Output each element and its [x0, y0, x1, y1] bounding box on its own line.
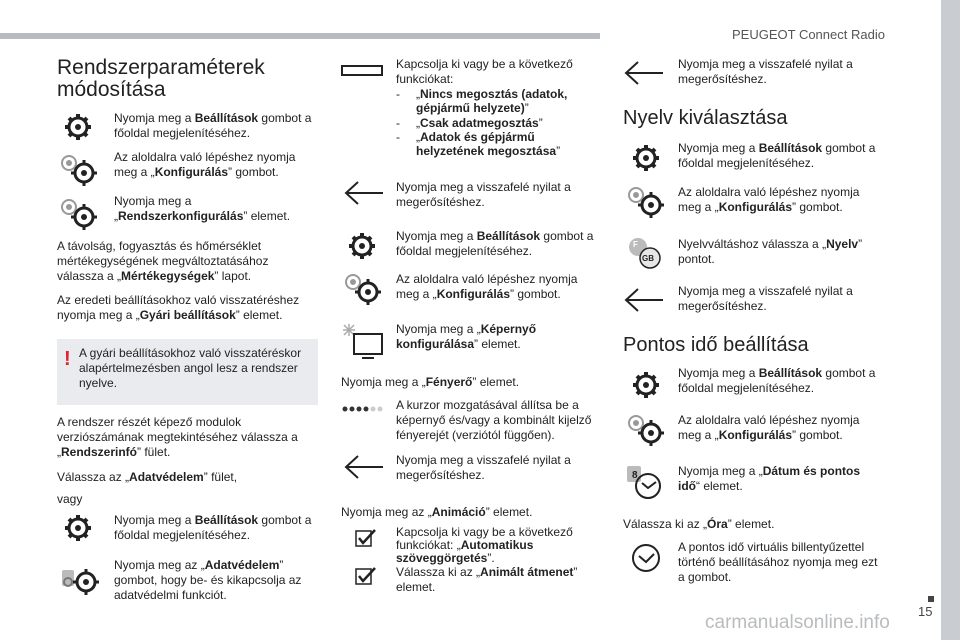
paragraph-units: A távolság, fogyasztás és hőmérséklet mértékegységének megváltoztatásához válassza a „Mértékegységek” lapot. [57, 239, 269, 283]
step-settings-col3: Nyomja meg a Beállítások gombot a főoldal megjelenítéséhez. [678, 141, 876, 170]
paragraph-factory: Az eredeti beállításokhoz való visszatéréshez nyomja meg a „Gyári beállítások” elemet. [57, 293, 300, 322]
top-rule [0, 33, 600, 39]
section-title-system-params: Rendszerparaméterek módosítása [57, 56, 265, 101]
back-arrow-icon [623, 60, 665, 86]
paragraph-animation: Nyomja meg az „Animáció” elemet. [341, 505, 533, 519]
clock-badge: 8 [632, 470, 638, 481]
settings-gear-icon [630, 142, 662, 174]
back-arrow-icon [343, 180, 385, 206]
step-privacy: Nyomja meg az „Adatvédelem” gombot, hogy be- és kikapcsolja az adatvédelmi funkciót. [114, 558, 302, 602]
checkbox-checked-icon [355, 566, 377, 586]
warning-note-text: A gyári beállításokhoz való visszatéréskor alapértelmezésben angol lesz a rendszer nyelve. [79, 346, 302, 390]
configuration-gears-icon [623, 182, 669, 222]
side-strip [941, 0, 960, 640]
page-number: 15 [918, 604, 933, 619]
privacy-icon [58, 560, 102, 600]
date-time-icon [624, 462, 666, 502]
step-date-time: Nyomja meg a „Dátum és pontos idő“ elemet. [678, 464, 861, 493]
settings-gear-icon [630, 369, 662, 401]
sharing-option-3: - „Adatok és gépjármű helyzetének megosztása” [396, 130, 561, 158]
system-configuration-icon [56, 194, 102, 234]
step-configuration-col3-2: Az aloldalra való lépéshez nyomja meg a „Konfigurálás” gombot. [678, 413, 860, 442]
step-auto-scroll: Kapcsolja ki vagy be a következő funkciókat: „Automatikus szöveggörgetés”. [396, 525, 573, 565]
settings-gear-icon [346, 230, 378, 262]
step-system-configuration: Nyomja meg a „Rendszerkonfigurálás” elemet. [114, 194, 291, 223]
paragraph-system-info: A rendszer részét képező modulok verziószámának megtekintéséhez válassza a „Rendszerinfó” fület. [57, 415, 298, 459]
step-screen-config: Nyomja meg a „Képernyő konfigurálása” elemet. [396, 322, 537, 351]
step-language: Nyelvváltáshoz válassza a „Nyelv” pontot. [678, 237, 863, 266]
step-settings-col2: Nyomja meg a Beállítások gombot a főoldal megjelenítéséhez. [396, 229, 594, 258]
step-animated-transition: Válassza ki az „Animált átmenet” elemet. [396, 565, 578, 594]
step-back-confirm-3: Nyomja meg a visszafelé nyilat a megerősítéshez. [678, 57, 853, 86]
sharing-option-2: - „Csak adatmegosztás” [396, 116, 543, 130]
configuration-gears-icon [623, 410, 669, 450]
step-settings-2: Nyomja meg a Beállítások gombot a főoldal megjelenítéséhez. [114, 513, 312, 542]
step-configuration-col2: Az aloldalra való lépéshez nyomja meg a „Konfigurálás” gombot. [396, 272, 578, 301]
section-title-time: Pontos idő beállítása [623, 334, 809, 356]
step-settings-col3-2: Nyomja meg a Beállítások gombot a főoldal megjelenítéséhez. [678, 366, 876, 395]
lang-badge-bottom: GB [642, 254, 654, 263]
sharing-option-1: - „Nincs megosztás (adatok, gépjármű helyzete)” [396, 87, 568, 115]
watermark: carmanualsonline.info [705, 612, 890, 633]
checkbox-checked-icon [355, 528, 377, 548]
toggle-bar-icon [341, 65, 383, 77]
paragraph-or: vagy [57, 492, 83, 506]
paragraph-clock: Válassza ki az „Óra” elemet. [623, 517, 775, 531]
brand-label: PEUGEOT Connect Radio [732, 27, 885, 42]
configuration-gears-icon [340, 269, 386, 309]
paragraph-privacy-tab: Válassza az „Adatvédelem” fület, [57, 470, 238, 484]
screen-brightness-icon [340, 322, 386, 362]
brightness-slider-icon [340, 404, 386, 414]
exclamation-icon: ! [64, 348, 71, 370]
settings-gear-icon [62, 512, 94, 544]
lang-badge-top: F [633, 240, 638, 249]
step-back-confirm-2: Nyomja meg a visszafelé nyilat a megerősítéshez. [396, 453, 571, 482]
paragraph-brightness: Nyomja meg a „Fényerő” elemet. [341, 375, 520, 389]
confirm-check-circle-icon [630, 542, 662, 574]
step-virtual-keyboard: A pontos idő virtuális billentyűzettel történő beállításához nyomja meg ezt a gombot. [678, 540, 878, 584]
step-brightness-slider: A kurzor mozgatásával állítsa be a képernyő és/vagy a kombinált kijelző fényerejét (verziótól függően). [396, 398, 592, 442]
step-settings: Nyomja meg a Beállítások gombot a főoldal megjelenítéséhez. [114, 111, 312, 140]
step-configuration: Az aloldalra való lépéshez nyomja meg a „Konfigurálás” gombot. [114, 150, 296, 179]
back-arrow-icon [343, 454, 385, 480]
step-sharing-options: Kapcsolja ki vagy be a következő funkciókat: [396, 57, 573, 86]
back-arrow-icon [623, 287, 665, 313]
step-configuration-col3: Az aloldalra való lépéshez nyomja meg a „Konfigurálás” gombot. [678, 185, 860, 214]
configuration-gears-icon [56, 150, 102, 190]
step-back-confirm-4: Nyomja meg a visszafelé nyilat a megerősítéshez. [678, 284, 853, 313]
page-bullet [928, 596, 934, 602]
settings-gear-icon [62, 111, 94, 143]
step-back-confirm: Nyomja meg a visszafelé nyilat a megerősítéshez. [396, 180, 571, 209]
section-title-language: Nyelv kiválasztása [623, 107, 788, 129]
